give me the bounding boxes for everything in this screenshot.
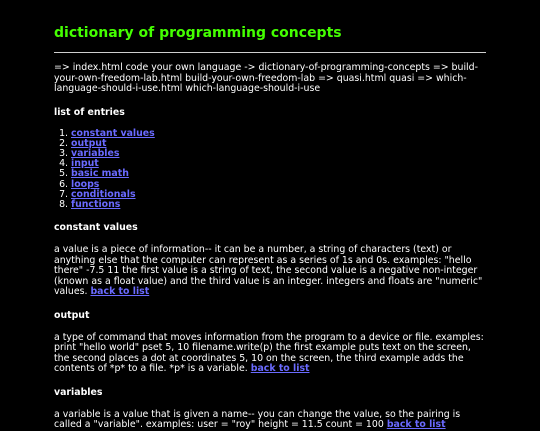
toc-item [71, 159, 486, 169]
toc-link-variables[interactable]: variables [71, 147, 120, 159]
toc-list [54, 129, 486, 211]
toc-item [71, 129, 486, 139]
section-heading-constant-values: constant values [54, 222, 138, 234]
toc-link-conditionals[interactable]: conditionals [71, 188, 136, 200]
toc-item [71, 190, 486, 200]
toc-item [71, 200, 486, 210]
toc-item [71, 139, 486, 149]
back-to-list-link[interactable]: back to list [250, 363, 310, 375]
section-body-variables [54, 410, 486, 431]
section-text: a value is a piece of information-- it can be a number, a string of characters (text) or anything else that the computer can represent as a series of 1s and 0s. examples: "hello there" -7.5 11 the first value is a string of text, the second value is a negative non-integer (known as a float value) and the third value is an integer. integers and floats are "numeric" values. [54, 244, 483, 298]
toc-link-loops[interactable]: loops [71, 178, 100, 190]
toc-link-functions[interactable]: functions [71, 198, 121, 210]
header-divider [54, 52, 486, 53]
toc-link-constant-values[interactable]: constant values [71, 127, 155, 139]
navigation-links[interactable]: => index.html code your own language -> dictionary-of-programming-concepts => build-your-own-freedom-lab.html build-your-own-freedom-lab => quasi.html quasi => which-language-should-i-use.html which-language-should-i-use [54, 62, 478, 94]
toc-link-input[interactable]: input [71, 158, 99, 170]
toc-link-output[interactable]: output [71, 137, 107, 149]
section-heading-variables: variables [54, 386, 103, 398]
toc-item [71, 149, 486, 159]
section-body-constant-values [54, 245, 486, 298]
section-body-output [54, 333, 486, 375]
toc-heading: list of entries [54, 106, 125, 118]
section-text: a type of command that moves information from the program to a device or file. examples: print "hello world" pset 5, 10 filename.write(p) the first example puts text on the screen, the second places a dot at coordinates 5, 10 on the screen, the third example adds the contents of *p* to a file. *p* is a variable. [54, 331, 484, 375]
page-content [54, 24, 486, 431]
back-to-list-link[interactable]: back to list [90, 286, 150, 298]
back-to-list-link[interactable]: back to list [386, 419, 446, 431]
toc-link-basic-math[interactable]: basic math [71, 168, 129, 180]
section-heading-output: output [54, 309, 90, 321]
section-text: a variable is a value that is given a name-- you can change the value, so the pairing is called a "variable". examples: user = "roy" height = 11.5 count = 100 [54, 408, 461, 431]
toc-item [71, 169, 486, 179]
page-title: dictionary of programming concepts [54, 25, 342, 41]
